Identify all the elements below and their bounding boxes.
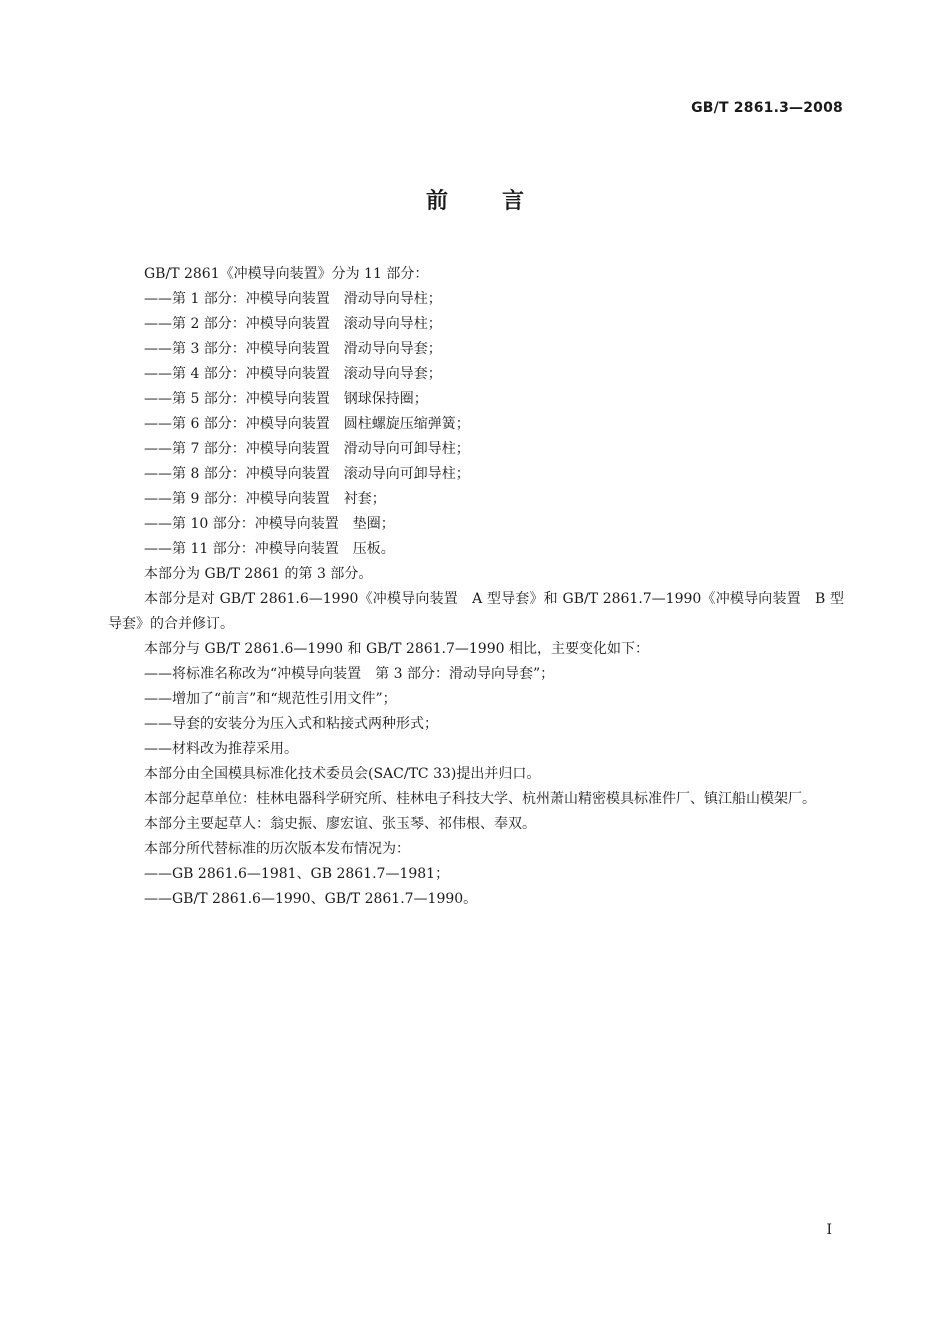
paragraph: 本部分起草单位：桂林电器科学研究所、桂林电子科技大学、杭州萧山精密模具标准件厂、镇江船山模架厂。 [144,791,816,807]
list-item: ——第 7 部分：冲模导向装置 滑动导向可卸导柱； [144,441,470,457]
list-item: ——第 10 部分：冲模导向装置 垫圈； [144,516,395,532]
list-item: ——将标准名称改为“冲模导向装置 第 3 部分：滑动导向导套”； [144,666,555,682]
paragraph: 本部分所代替标准的历次版本发布情况为： [144,841,410,857]
list-item: ——导套的安装分为压入式和粘接式两种形式； [144,716,438,732]
list-item: ——材料改为推荐采用。 [144,741,298,757]
list-item: ——第 8 部分：冲模导向装置 滚动导向可卸导柱； [144,466,470,482]
list-item: ——第 6 部分：冲模导向装置 圆柱螺旋压缩弹簧； [144,416,470,432]
list-item: ——第 9 部分：冲模导向装置 衬套； [144,491,386,507]
page-title [0,184,950,215]
list-item: ——第 1 部分：冲模导向装置 滑动导向导柱； [144,291,442,307]
list-item: ——第 11 部分：冲模导向装置 压板。 [144,541,395,557]
standard-number: GB/T 2861.3—2008 [691,100,843,116]
paragraph: 本部分是对 GB/T 2861.6—1990《冲模导向装置 A 型导套》和 GB/T 2861.7—1990《冲模导向装置 B 型导套》的合并修订。 [108,591,844,632]
list-item: ——第 2 部分：冲模导向装置 滚动导向导柱； [144,316,442,332]
list-item: ——第 5 部分：冲模导向装置 钢球保持圈； [144,391,428,407]
paragraph: 本部分与 GB/T 2861.6—1990 和 GB/T 2861.7—1990 相比，主要变化如下： [144,641,649,657]
list-item: ——第 4 部分：冲模导向装置 滚动导向导套； [144,366,442,382]
title-char-1: 前 [425,189,448,214]
paragraph: GB/T 2861《冲模导向装置》分为 11 部分： [144,266,429,282]
paragraph: 本部分主要起草人：翁史振、廖宏谊、张玉琴、祁伟根、奉双。 [144,816,536,832]
title-char-2: 言 [502,189,525,214]
list-item: ——增加了“前言”和“规范性引用文件”； [144,691,397,707]
page-number: I [826,1222,832,1238]
list-item: ——第 3 部分：冲模导向装置 滑动导向导套； [144,341,442,357]
list-item: ——GB/T 2861.6—1990、GB/T 2861.7—1990。 [144,891,478,907]
list-item: ——GB 2861.6—1981、GB 2861.7—1981； [144,866,450,882]
document-body [108,262,844,912]
paragraph: 本部分为 GB/T 2861 的第 3 部分。 [144,566,373,582]
paragraph: 本部分由全国模具标准化技术委员会(SAC/TC 33)提出并归口。 [144,766,541,782]
